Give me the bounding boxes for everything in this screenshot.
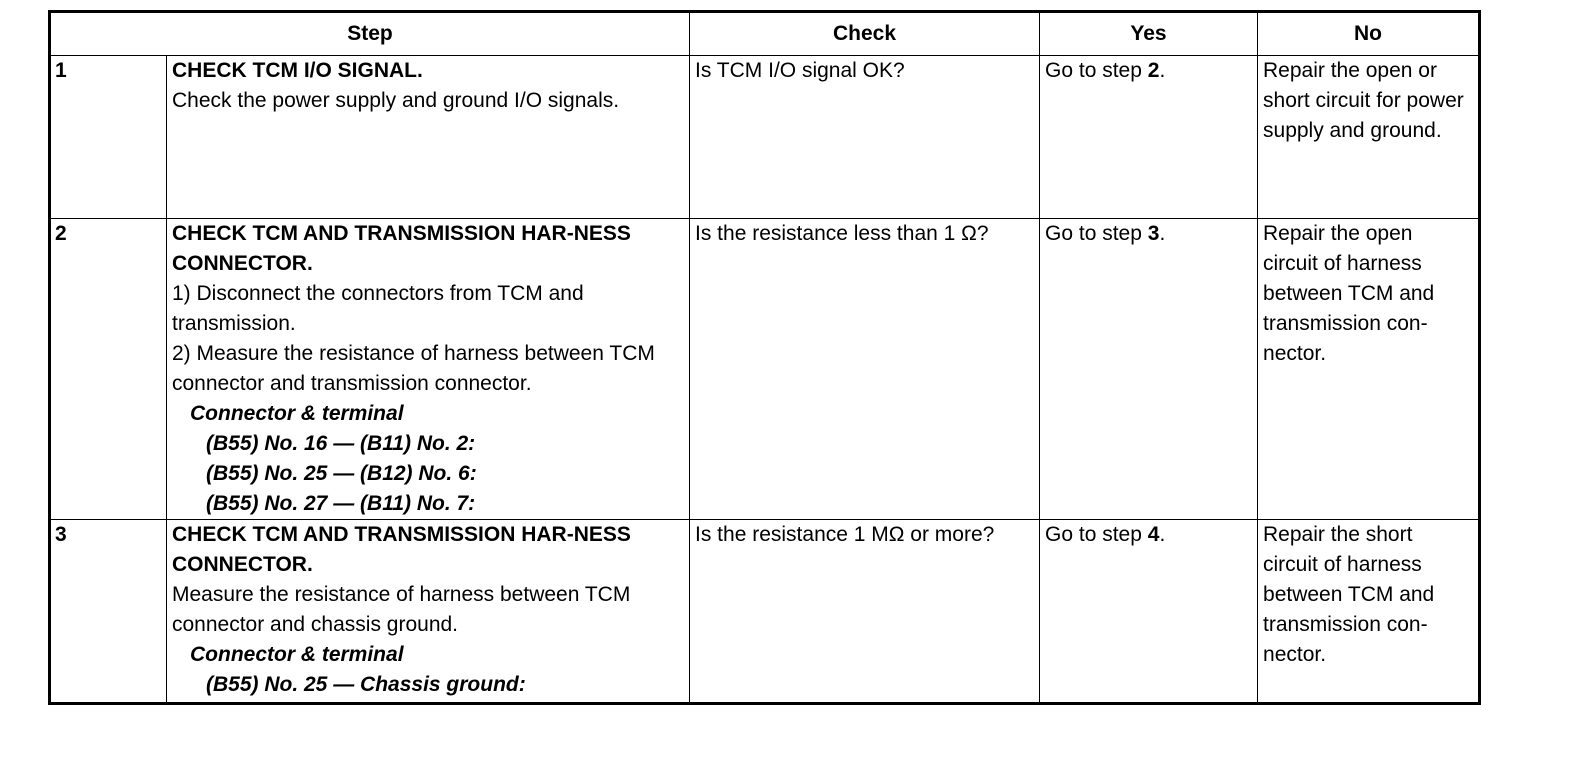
diagnostic-table [48, 10, 1481, 705]
connector-terminal-label: Connector & terminal [190, 402, 404, 425]
header-check: Check [690, 12, 1040, 56]
step-number: 1 [50, 56, 167, 219]
terminal-spec: (B55) No. 27 — (B11) No. 7: [206, 492, 476, 515]
yes-step-number: 4 [1147, 523, 1160, 546]
step-description [167, 520, 690, 704]
header-step: Step [50, 12, 690, 56]
step-description [167, 219, 690, 520]
diagnostic-table-container [48, 10, 1481, 705]
yes-step-number: 3 [1147, 222, 1160, 245]
yes-action [1040, 219, 1258, 520]
step-number: 2 [50, 219, 167, 520]
step-instruction: 2) Measure the resistance of harness between TCM connector and transmission connector. [172, 342, 655, 395]
yes-action [1040, 520, 1258, 704]
header-no: No [1258, 12, 1480, 56]
step-title: CHECK TCM AND TRANSMISSION HAR-NESS CONNECTOR. [172, 222, 631, 275]
connector-terminal-label: Connector & terminal [190, 643, 404, 666]
step-instruction: Check the power supply and ground I/O signals. [172, 89, 620, 112]
step-number: 3 [50, 520, 167, 704]
yes-action [1040, 56, 1258, 219]
yes-suffix: . [1159, 523, 1166, 546]
header-yes: Yes [1040, 12, 1258, 56]
yes-suffix: . [1159, 59, 1166, 82]
terminal-spec: (B55) No. 25 — Chassis ground: [206, 673, 526, 696]
terminal-spec: (B55) No. 16 — (B11) No. 2: [206, 432, 476, 455]
header-row [50, 12, 1480, 56]
yes-prefix: Go to step [1045, 222, 1148, 245]
step-title: CHECK TCM I/O SIGNAL. [172, 59, 423, 82]
table-row [50, 520, 1480, 704]
yes-step-number: 2 [1147, 59, 1160, 82]
check-question: Is TCM I/O signal OK? [690, 56, 1040, 219]
step-title: CHECK TCM AND TRANSMISSION HAR-NESS CONNECTOR. [172, 523, 631, 576]
yes-suffix: . [1159, 222, 1166, 245]
yes-prefix: Go to step [1045, 523, 1148, 546]
table-row [50, 219, 1480, 520]
yes-prefix: Go to step [1045, 59, 1148, 82]
no-action: Repair the open or short circuit for power supply and ground. [1258, 56, 1480, 219]
no-action: Repair the short circuit of harness between TCM and transmission con-nector. [1258, 520, 1480, 704]
step-instruction: Measure the resistance of harness between TCM connector and chassis ground. [172, 583, 631, 636]
check-question: Is the resistance 1 MΩ or more? [690, 520, 1040, 704]
table-row [50, 56, 1480, 219]
check-question: Is the resistance less than 1 Ω? [690, 219, 1040, 520]
step-description [167, 56, 690, 219]
no-action: Repair the open circuit of harness between TCM and transmission con-nector. [1258, 219, 1480, 520]
step-instruction: 1) Disconnect the connectors from TCM and transmission. [172, 282, 584, 335]
terminal-spec: (B55) No. 25 — (B12) No. 6: [206, 462, 477, 485]
